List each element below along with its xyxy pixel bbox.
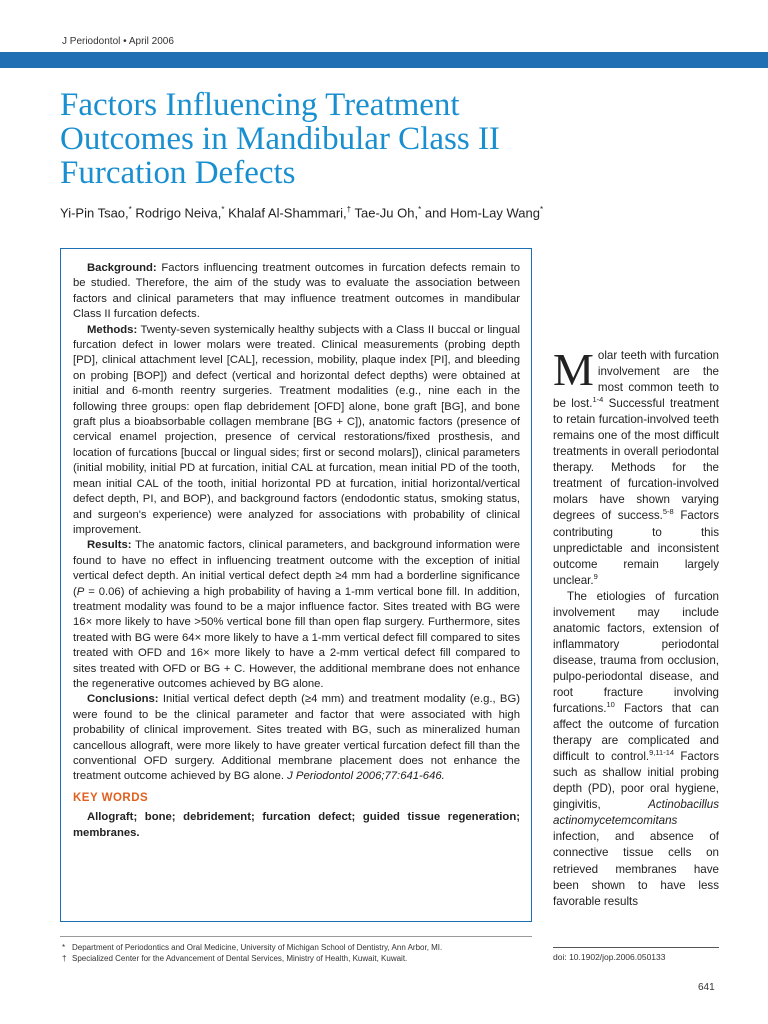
results-text: The anatomic factors, clinical parameters, and background information were found to have no effect in influencing treatment outcome with the exception of initial vertical defect depth. An initial vertical defect depth ≥4 mm had a borderline significance (: [73, 539, 520, 598]
affiliation-mark: *: [221, 205, 225, 214]
footnote-text: Department of Periodontics and Oral Medicine, University of Michigan School of Dentistry, Ann Arbor, MI.: [72, 943, 443, 952]
abstract-background: [73, 261, 520, 323]
species-name: Actinobacillus actinomycetemcomitans: [553, 798, 719, 828]
title-line: Furcation Defects: [60, 155, 296, 191]
results-label: Results:: [87, 539, 132, 552]
body-text: Factors that can affect the outcome of furcation therapy are complicated and difficult to control.: [553, 702, 719, 764]
affiliation-mark: †: [346, 205, 352, 214]
footnote: [62, 942, 532, 953]
header-color-bar: [0, 52, 768, 68]
body-text: olar teeth with furcation involvement are the most common teeth to be lost.: [553, 349, 719, 411]
author-name: and Hom-Lay Wang: [424, 205, 540, 221]
page-number: 641: [698, 982, 715, 993]
reference-mark: 1-4: [592, 395, 604, 405]
affiliation-mark: *: [539, 205, 544, 214]
footnote-mark: †: [62, 954, 67, 963]
reference-mark: 5-8: [662, 507, 674, 517]
affiliation-mark: *: [128, 205, 132, 214]
footnote-divider: [60, 936, 532, 937]
abstract-results: [73, 538, 520, 692]
reference-mark: 10: [606, 700, 615, 710]
methods-text: Twenty-seven systemically healthy subjects with a Class II buccal or lingual furcation defect in lower molars were treated. Clinical measurements (probing depth [PD], clinical attachment level [CAL], recession, mobility, plaque index [PI], and bleeding on probing [BOP]) and defect (vertical and horizontal defect depths) were obtained at initial and 6-month reentry surgeries. Treatment modalities (e.g., nine each in the following three groups: open flap debridement [OFD] alone, bone graft [BG], and bone graft plus a bioabsorbable collagen membrane [BG + C]), anatomic factors (presence of cervical enamel projection, presence of cervical restorations/fixed prosthesis, and location of furcations [buccal or lingual sides; first or second molars]), clinical parameters (initial mobility, initial PD at furcation, initial CAL at furcation, mean initial PD of the tooth, mean initial CAL of the tooth, initial horizontal PD at furcation, initial horizontal/vertical defect depth, PI, and BOP), and background factors (endodontic status, smoking status, and surgeon's experience) were analyzed for associations with probability of clinical improvement.: [73, 323, 520, 536]
body-paragraph: [553, 344, 719, 589]
abstract-methods: [73, 323, 520, 539]
background-text: Factors influencing treatment outcomes in furcation defects remain to be studied. Therefore, the aim of the study was to evaluate the association between factors and clinical parameters that may influence treatment outcomes in mandibular Class II furcation defects.: [73, 262, 520, 321]
keywords-text: Allograft; bone; debridement; furcation defect; guided tissue regeneration; membranes.: [73, 811, 520, 839]
body-text: Successful treatment to retain furcation-involved teeth remains one of the most difficult treatments in overall periodontal therapy. Methods for the treatment of furcation-involved molars have shown varying degrees of success.: [553, 397, 719, 523]
article-title: [60, 88, 740, 190]
results-text: = 0.06) of achieving a high probability of having a 1-mm vertical bone fill. In addition, treatment modality was found to be a major influence factor. Sites treated with BG were 16× more likely to have >50% vertical bone fill than open flap surgery. Furthermore, sites treated with BG were 64× more likely to have a 1-mm vertical defect fill compared to sites treated with OFD and 16× more likely to have a 2-mm vertical defect fill compared to sites treated with OFD or BG + C. However, the additional membrane does not enhance the regenerative outcomes achieved by BG alone.: [73, 585, 520, 690]
conclusions-label: Conclusions:: [87, 693, 159, 706]
body-text: Factors such as shallow initial probing depth (PD), poor oral hygiene, gingivitis,: [553, 750, 719, 812]
reference-mark: 9,11-14: [649, 748, 675, 758]
body-text-column: [553, 344, 719, 910]
background-label: Background:: [87, 262, 157, 274]
body-text: Factors contributing to this unpredictable and inconsistent outcome remain largely unclear.: [553, 509, 719, 587]
author-name: Tae-Ju Oh,: [354, 205, 419, 221]
abstract-conclusions: [73, 692, 520, 784]
keywords-heading: KEY WORDS: [73, 791, 149, 804]
title-line: Factors Influencing Treatment: [60, 87, 460, 123]
body-text: The etiologies of furcation involvement may include anatomic factors, extension of inflammatory periodontal disease, trauma from occlusion, pulpo-periodontal disease, and root fracture involving furcations.: [553, 589, 719, 716]
methods-label: Methods:: [87, 323, 138, 336]
doi-divider: [553, 947, 719, 948]
footnote: [62, 953, 532, 964]
footnote-text: Specialized Center for the Advancement of Dental Services, Ministry of Health, Kuwait, Kuwait.: [72, 954, 408, 963]
running-head: J Periodontol • April 2006: [62, 36, 174, 47]
body-text: infection, and absence of connective tissue cells on retrieved membranes have been shown to have less favorable results: [553, 830, 719, 908]
body-paragraph: [553, 589, 719, 910]
doi-link[interactable]: doi: 10.1902/jop.2006.050133: [553, 952, 666, 962]
author-name: Rodrigo Neiva,: [135, 205, 222, 221]
conclusions-text: Initial vertical defect depth (≥4 mm) and treatment modality (e.g., BG) were found to be the clinical parameter and factor that were associated with high probability of clinical improvement. Sites treated with BG, such as mineralized human cancellous allograft, were more likely to have greater vertical furcation defect fill than the conventional OFD surgery. Additional membrane placement does not enhance the treatment outcome achieved by BG alone.: [73, 693, 521, 783]
footnotes: [62, 942, 532, 964]
author-name: Yi-Pin Tsao,: [60, 205, 129, 221]
title-line: Outcomes in Mandibular Class II: [60, 121, 500, 157]
p-value-symbol: P: [76, 585, 85, 598]
journal-citation: J Periodontol 2006;77:641-646.: [287, 770, 445, 783]
abstract-box: [60, 248, 532, 922]
footnote-mark: *: [62, 943, 66, 952]
affiliation-mark: *: [418, 205, 422, 214]
reference-mark: 9: [593, 571, 598, 581]
author-name: Khalaf Al-Shammari,: [228, 205, 347, 221]
author-list: [60, 205, 740, 220]
drop-cap: M: [553, 344, 594, 395]
